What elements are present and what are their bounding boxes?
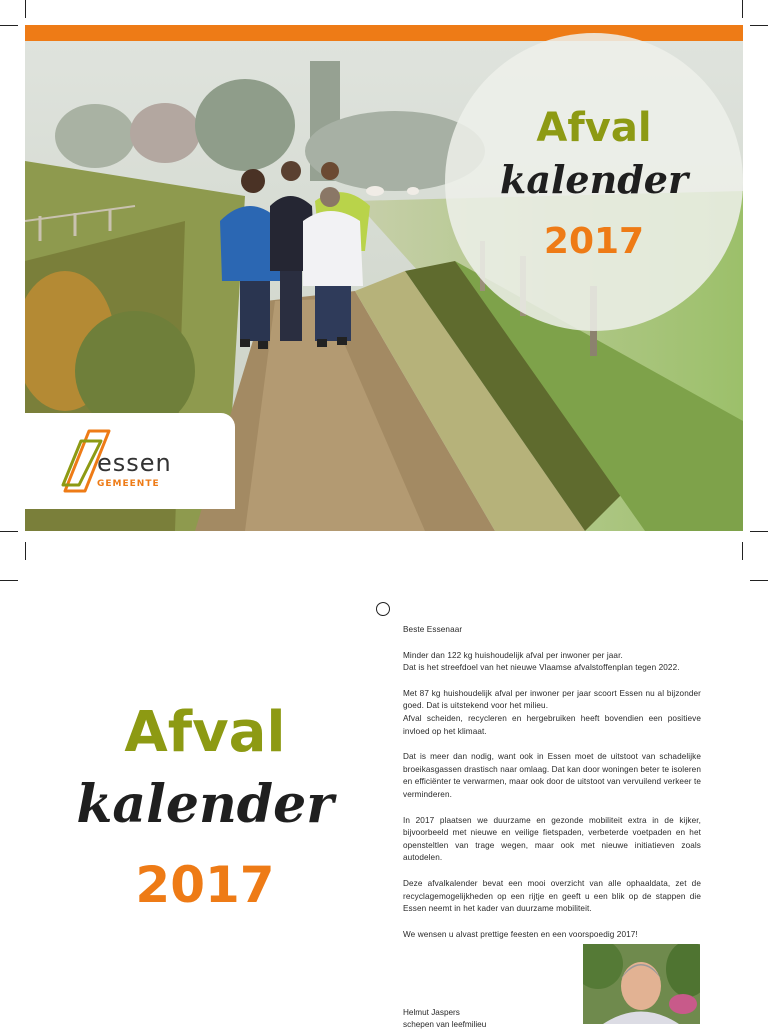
title-afval: Afval [124,700,286,765]
cover-title-afval: Afval [536,105,652,151]
crop-mark [750,25,768,26]
cover-title-circle [445,33,743,331]
letter-paragraph [403,751,701,801]
letter-paragraph [403,929,701,942]
letter-line: Minder dan 122 kg huishoudelijk afval per inwoner per jaar. [403,650,623,660]
letter-paragraph [403,815,701,865]
letter-line: Dat is het streefdoel van het nieuwe Vlaamse afvalstoffenplan tegen 2022. [403,663,680,673]
cover-panel [25,25,743,531]
letter-line: Dat is meer dan nodig, want ook in Essen moet de uitstoot van schadelijke broeikasgassen drastisch naar omlaag. Dat kan door woningen beter te isoleren en efficiënter te verwarmen, maar ook door de uitstoot van vervuilend verkeer te verminderen. [403,752,701,799]
letter-line: Afval scheiden, recycleren en hergebruiken heeft bovendien een positieve invloed op het klimaat. [403,713,701,736]
crop-mark [750,580,768,581]
signature-name: Helmut Jaspers [403,1008,460,1017]
logo-box [25,413,235,509]
signature [403,1007,486,1031]
letter-paragraph [403,650,701,675]
letter-greeting: Beste Essenaar [403,625,463,634]
crop-mark [742,542,743,560]
letter-line: Deze afvalkalender bevat een mooi overzicht van alle ophaaldata, zet de recyclagemogelijkheden op een rijtje en geeft u een blik op de stappen die Essen neemt in het kader van duurzame mobiliteit. [403,878,701,914]
portrait-photo [583,944,700,1024]
logo-name: essen [97,449,172,477]
letter-line: Met 87 kg huishoudelijk afval per inwoner per jaar scoort Essen nu al bijzonder goed. Dat is uitstekend voor het milieu. [403,688,701,711]
letter-line: We wensen u alvast prettige feesten en een voorspoedig 2017! [403,929,638,939]
letter-line: In 2017 plaatsen we duurzame en gezonde mobiliteit extra in de kijker, bijvoorbeeld met nieuwe en veilige fietspaden, verbeterde voetpaden en het opensteltlen van trage wegen, maar ook met nieuwe initiatieven zoals autodelen. [403,815,701,863]
title-year: 2017 [135,856,275,914]
title-kalender: kalender [76,774,334,835]
logo-subtitle: GEMEENTE [97,479,160,489]
crop-mark [0,531,18,532]
crop-mark [25,0,26,18]
cover-title-year: 2017 [543,221,645,262]
punch-hole-icon [376,602,390,616]
crop-mark [750,531,768,532]
letter-paragraph [403,688,701,738]
crop-mark [742,0,743,18]
cover-title-kalender: kalender [500,157,688,202]
signature-role: schepen van leefmilieu [403,1020,487,1029]
crop-mark [25,542,26,560]
crop-mark [0,25,18,26]
letter-paragraph [403,878,701,916]
letter-text [403,624,701,954]
crop-mark [0,580,18,581]
